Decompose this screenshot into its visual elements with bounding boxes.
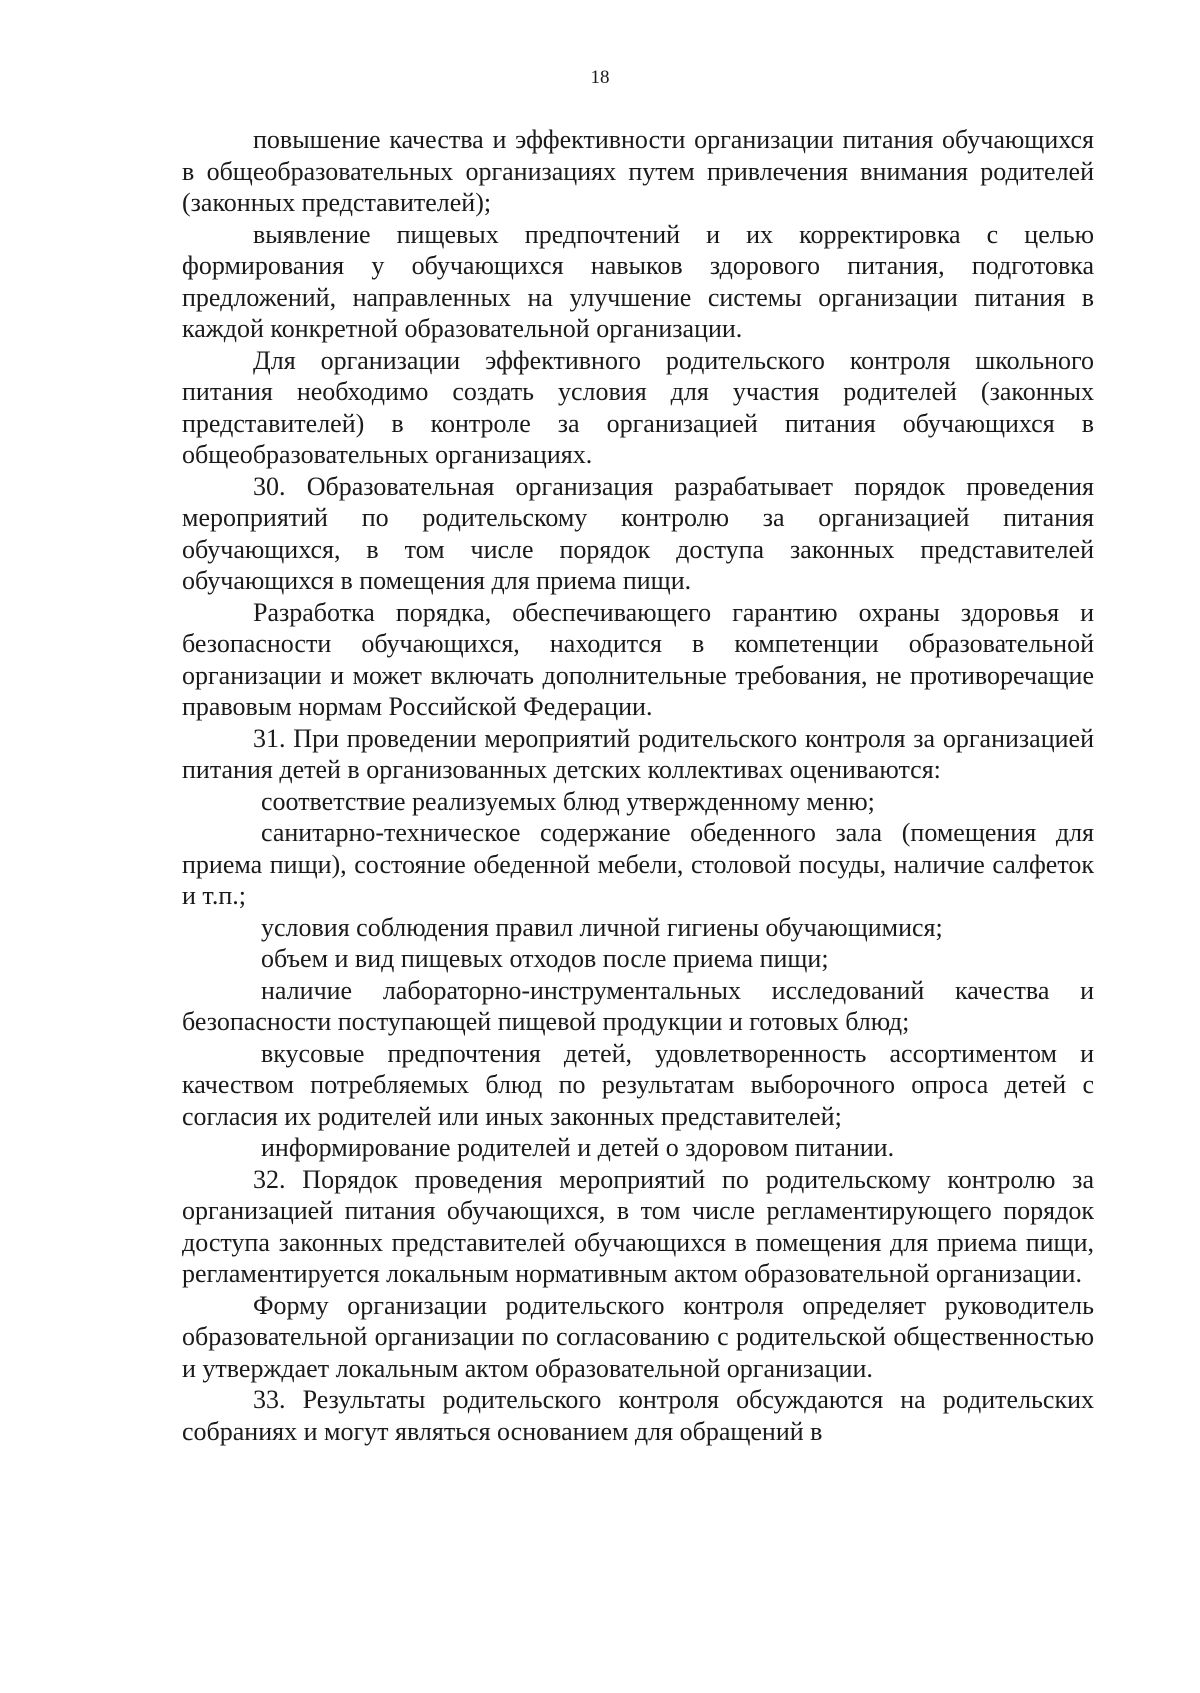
list-item: санитарно-техническое содержание обеденного зала (помещения для приема пищи), состояние обеденной мебели, столовой посуды, наличие салфеток и т.п.; bbox=[182, 818, 1094, 910]
paragraph: 33. Результаты родительского контроля обсуждаются на родительских собраниях и могут являться основанием для обращений в bbox=[182, 1385, 1094, 1446]
page-number: 18 bbox=[590, 67, 610, 88]
list-item: вкусовые предпочтения детей, удовлетворенность ассортиментом и качеством потребляемых блюд по результатам выборочного опроса детей с согласия их родителей или иных законных представителей; bbox=[182, 1038, 1094, 1131]
paragraph: выявление пищевых предпочтений и их корректировка с целью формирования у обучающихся навыков здорового питания, подготовка предложений, направленных на улучшение системы организации питания в каждой конкретной образовательной организации. bbox=[182, 219, 1094, 343]
document-body bbox=[182, 124, 1094, 1447]
paragraph: 32. Порядок проведения мероприятий по родительскому контролю за организацией питания обучающихся, в том числе регламентирующего порядок доступа законных представителей обучающихся в помещения для приема пищи, регламентируется локальным нормативным актом образовательной организации. bbox=[182, 1164, 1094, 1288]
paragraph: 31. При проведении мероприятий родительского контроля за организацией питания детей в организованных детских коллективах оцениваются: bbox=[182, 723, 1094, 784]
paragraph: повышение качества и эффективности организации питания обучающихся в общеобразовательных организациях путем привлечения внимания родителей (законных представителей); bbox=[182, 125, 1094, 217]
list-item: условия соблюдения правил личной гигиены обучающимися; bbox=[261, 912, 943, 942]
paragraph: 30. Образовательная организация разрабатывает порядок проведения мероприятий по родительскому контролю за организацией питания обучающихся, в том числе порядок доступа законных представителей обучающихся в помещения для приема пищи. bbox=[182, 471, 1094, 595]
paragraph: Форму организации родительского контроля определяет руководитель образовательной организации по согласованию с родительской общественностью и утверждает локальным актом образовательной организации. bbox=[182, 1290, 1094, 1383]
paragraph: Разработка порядка, обеспечивающего гарантию охраны здоровья и безопасности обучающихся, находится в компетенции образовательной организации и может включать дополнительные требования, не противоречащие правовым нормам Российской Федерации. bbox=[182, 597, 1094, 721]
list-item: наличие лабораторно-инструментальных исследований качества и безопасности поступающей пищевой продукции и готовых блюд; bbox=[182, 975, 1094, 1036]
list-item: информирование родителей и детей о здоровом питании. bbox=[261, 1133, 895, 1162]
list-item: объем и вид пищевых отходов после приема пищи; bbox=[261, 944, 829, 973]
list-item: соответствие реализуемых блюд утвержденному меню; bbox=[261, 786, 875, 816]
paragraph: Для организации эффективного родительского контроля школьного питания необходимо создать условия для участия родителей (законных представителей) в контроле за организацией питания обучающихся в общеобразовательных организациях. bbox=[182, 345, 1094, 469]
